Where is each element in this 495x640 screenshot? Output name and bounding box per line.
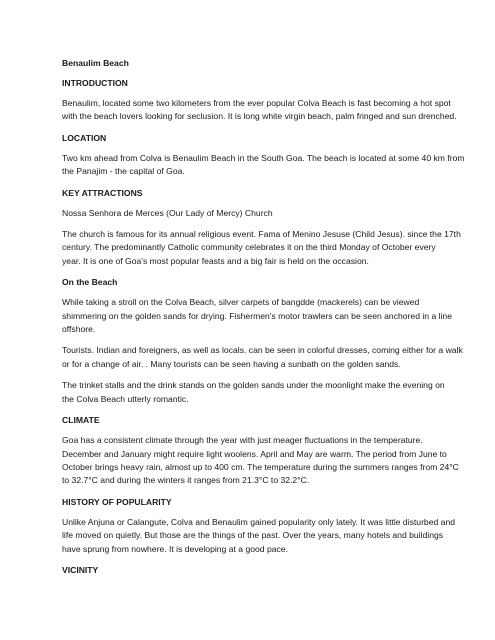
text-line: Benaulim, located some two kilometers from the ever popular Colva Beach is fast becoming a hot spot [62,98,451,108]
text-line: have sprung from nowhere. It is developing at a good pace. [62,543,288,554]
document-title: Benaulim Beach [62,58,129,68]
paragraph-beach-stroll [62,296,452,336]
text-line: with the beach lovers looking for seclusion. It is long white virgin beach, palm fringed and sun drenched. [62,111,457,122]
text-line: life moved on quietly. But those are the things of the past. Over the years, many hotels and buildings [62,530,444,541]
text-line: or for a change of air. . Many tourists can be seen having a sunbath on the golden sands. [62,358,401,369]
text-line: The church is famous for its annual religious event. Fama of Menino Jesuse (Child Jesus). since the 17th [62,229,461,240]
paragraph-introduction [62,97,457,124]
text-line: October brings heavy rain, almost up to 400 cm. The temperature during the summers ranges from 24°C [62,461,459,472]
paragraph-church-description [62,228,461,268]
section-heading-on-the-beach: On the Beach [62,277,118,288]
paragraph-beach-tourists [62,344,463,371]
text-line: While taking a stroll on the Colva Beach, silver carpets of bangdde (mackerels) can be viewed [62,297,420,308]
text-line: to 32.7°C and during the winters it ranges from 21.3°C to 32.2°C. [62,475,310,486]
text-line: December and January might require light woolens. April and May are warm. The period from June to [62,448,447,459]
text-line: the Colva Beach utterly romantic. [62,393,189,404]
text-line: Nossa Senhora de Merces (Our Lady of Mercy) Church [62,207,273,218]
section-heading-climate: CLIMATE [62,415,100,426]
text-line: offshore. [62,324,96,335]
paragraph-climate [62,434,459,488]
section-heading-history: HISTORY OF POPULARITY [62,496,172,507]
text-line: the Panajim - the capital of Goa. [62,166,185,177]
section-heading-location: LOCATION [62,132,107,143]
paragraph-beach-evening [62,379,445,406]
text-line: Goa has a consistent climate through the year with just meager fluctuations in the temperature. [62,435,423,446]
section-heading-introduction: INTRODUCTION [62,78,128,88]
text-line: century. The predominantly Catholic community celebrates it on the third Monday of October every [62,242,436,253]
text-line: year. It is one of Goa's most popular feasts and a big fair is held on the occasion. [62,255,369,266]
text-line: Unlike Anjuna or Calangute, Colva and Benaulim gained popularity only lately. It was little disturbed and [62,516,455,527]
text-line: The trinket stalls and the drink stands on the golden sands under the moonlight make the evening on [62,380,445,391]
section-heading-vicinity: VICINITY [62,564,99,575]
text-line: Tourists. Indian and foreigners, as well as locals. can be seen in colorful dresses, coming either for a walk [62,345,463,356]
paragraph-history [62,516,455,556]
text-line: shimmering on the golden sands for drying. Fishermen's motor trawlers can be seen anchored in a line [62,310,452,321]
section-heading-key-attractions: KEY ATTRACTIONS [62,187,143,198]
paragraph-location [62,152,465,179]
text-line: Two km ahead from Colva is Benaulim Beach in the South Goa. The beach is located at some 40 km from [62,152,465,163]
paragraph-church-name [62,207,433,220]
